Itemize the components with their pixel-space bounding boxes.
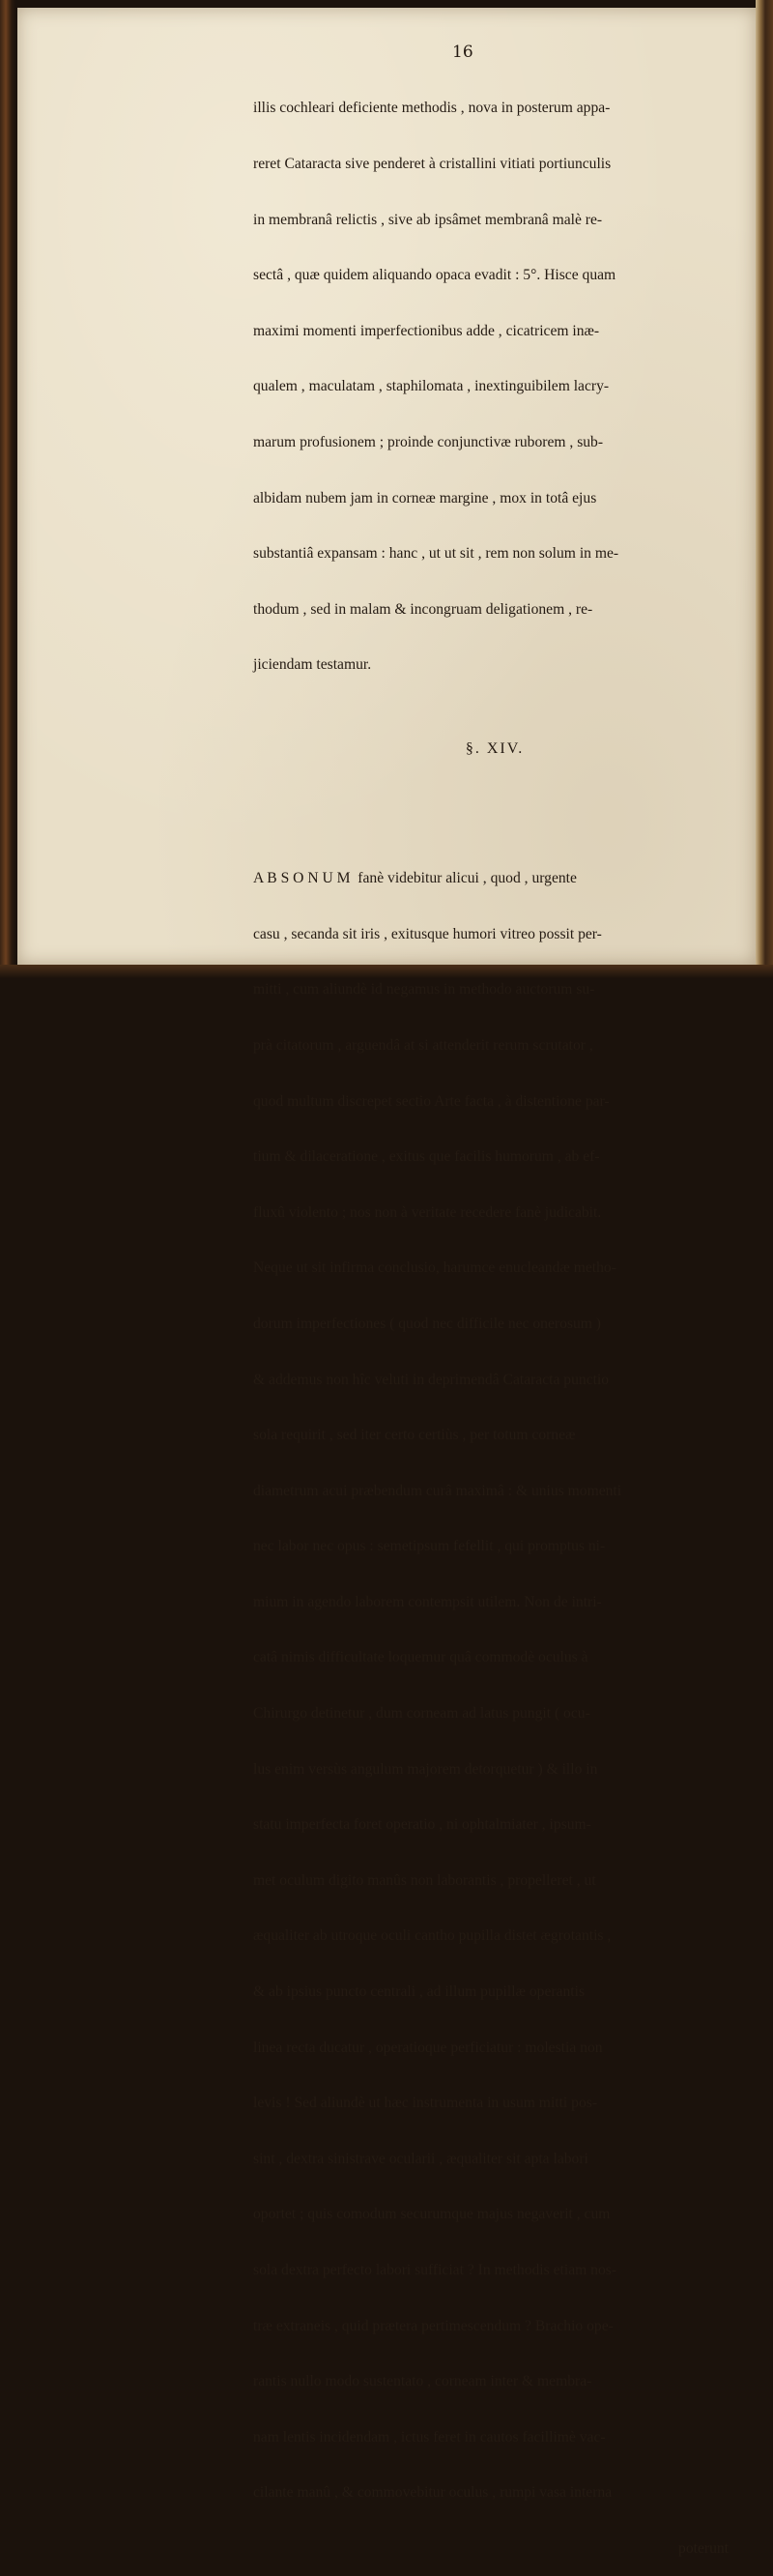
text-line: oportet ; quis comodum securumque majus negaverit , cum [253, 2206, 611, 2223]
text-line: Neque ut sit infirma conclusio, harumce enucleandæ metho- [253, 1259, 616, 1277]
text-line: thodum , sed in malam & incongruam deligationem , re- [253, 600, 593, 618]
text-line: marum profusionem ; proinde conjunctivæ ruborem , sub- [253, 433, 604, 450]
text-line: levis ! Sed aliundè ut hæc instrumenta in usum mitti pos- [253, 2095, 598, 2112]
text-line: diametrum acui præbendum curâ maximâ : & unius momenti [253, 1482, 622, 1499]
text-line: reret Cataracta sive penderet à cristallini vitiati portiunculis [253, 156, 612, 172]
text-line: prà citatorum , arguendâ at si attenderit rerum scrutator , [253, 1036, 593, 1054]
text-line: tium & dilaceratione , exitus que facilis humorum , ab ef- [253, 1148, 600, 1166]
section-heading: §. XIV. [465, 740, 525, 758]
text-line: qualem , maculatam , staphilomata , inextinguibilem lacry- [253, 378, 610, 395]
text-line: sola requirit , sed iter certo certiùs , per totum corneæ [253, 1427, 576, 1444]
text-line: substantiâ expansam : hanc , ut ut sit , rem non solum in me- [253, 545, 619, 563]
text-line: quod multum discrepet sectio Arte facta , à distentione par- [253, 1092, 610, 1110]
text-line: nec labor nec opus : semetipsum fefellit , qui promptus ni- [253, 1538, 606, 1555]
page-text [253, 62, 736, 2576]
text-line: A B S O N U M fanè videbitur alicui , quod , urgente [253, 870, 577, 887]
text-line: dorum imperfectiones ( quod nec difficile nec onerosum ) [253, 1315, 601, 1332]
text-line: mitti , cum aliundè id negamus in methodo auctorum su- [253, 981, 595, 999]
text-line: met oculum digito manûs non laborantis , propelleret , ut [253, 1871, 596, 1889]
text-line: & ab ipsius puncto centrali , ad illum pupillæ operantis [253, 1983, 586, 2001]
text-line: cilante manû , & commovebitur oculus , rumpi vasa interna [253, 2484, 613, 2502]
text-line: sectâ , quæ quidem aliquando opaca evadit : 5°. Hisce quam [253, 267, 616, 284]
text-line: maximi momenti imperfectionibus adde , cicatricem inæ- [253, 322, 600, 339]
page-edge-right [756, 0, 773, 978]
text-line: træ extraneis , quid prætera pertimescendum ? Brachio ope- [253, 2317, 614, 2334]
text-line: linea recta ducatur , operatioque perficiatur : molestia non [253, 2039, 603, 2056]
page-number: 16 [452, 43, 473, 62]
text-line: rantis nullo modo sustentato , corneam inter & membra- [253, 2373, 592, 2390]
catchword: poterunt [678, 2539, 729, 2557]
text-line: æqualiter ab utroque oculi cantho pupilla distet ægrotantis , [253, 1927, 612, 1945]
text-line: mium in agendo laborem contempsit utilem. Non de intri- [253, 1593, 602, 1610]
text-line: Chirurgo detinetur , dum corneam ad latus pungit ( ocu- [253, 1705, 590, 1722]
text-line: nam lentis incidendam , ictus feret in cautos facillimè vac- [253, 2428, 606, 2446]
text-line: albidam nubem jam in corneæ margine , mox in totâ ejus [253, 489, 597, 507]
text-line: lus enim versùs angulum majorem detorquetur ) & illo in [253, 1760, 598, 1778]
text-line: sola dextra perfecto labori sufficiat ? In methodis etiam nos- [253, 2262, 617, 2278]
text-line: sint , dextra sinistrave ocularii , æqualiter sit apta labori [253, 2150, 588, 2167]
text-line: jiciendam testamur. [253, 656, 372, 674]
text-line: fluxû violento ; nos non à veritate recedere fanè judicabit. [253, 1203, 602, 1221]
text-line: illis cochleari deficiente methodis , nova in posterum appa- [253, 100, 611, 117]
text-line: in membranâ relictis , sive ab ipsâmet membranâ malè re- [253, 211, 603, 228]
text-line: catâ nimis difficultate loquemur quâ commodè oculus à [253, 1649, 588, 1666]
text-line: statu imperfecta foret operatio , ni ophtalmiater , ipsum- [253, 1816, 591, 1834]
text-line: & addemus non hîc veluti in deprimendâ Cataracta punctio [253, 1371, 610, 1388]
text-line: casu , secanda sit iris , exitusque humori vitreo possit per- [253, 925, 602, 942]
section-spacer [253, 800, 736, 814]
